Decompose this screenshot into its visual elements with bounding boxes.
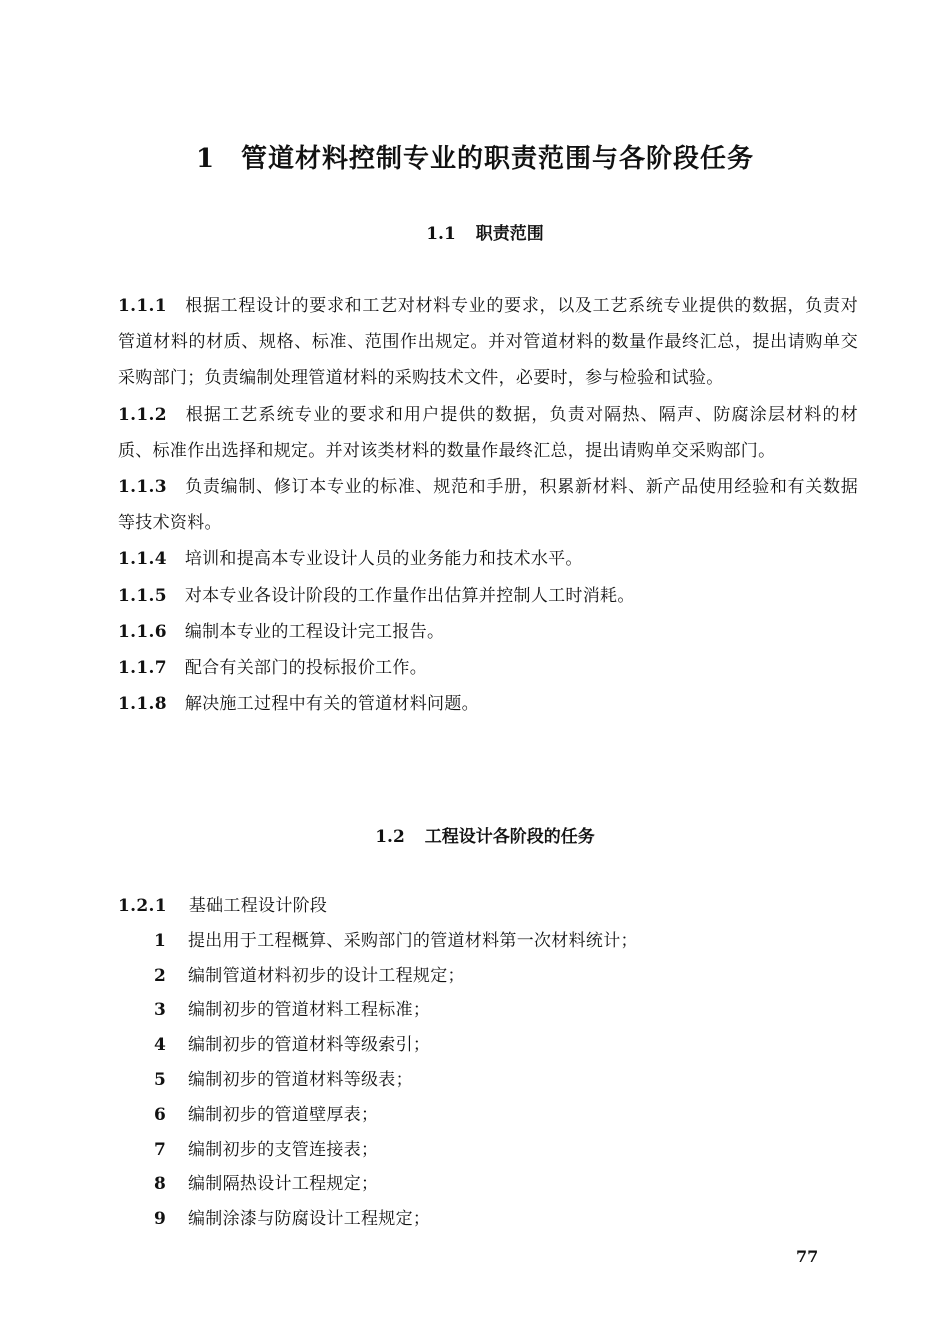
section-number: 1.2 xyxy=(375,827,405,847)
clause-number: 1.1.5 xyxy=(118,585,167,606)
clause-text: 基础工程设计阶段 xyxy=(188,896,328,916)
section-title-text: 工程设计各阶段的任务 xyxy=(424,827,595,847)
item-number: 7 xyxy=(154,1139,167,1160)
item-text: 编制初步的管道材料工程标准； xyxy=(188,1000,431,1021)
clause-text: 解决施工过程中有关的管道材料问题。 xyxy=(184,694,479,715)
clause-text: 配合有关部门的投标报价工作。 xyxy=(184,658,428,679)
clause-1-1-6 xyxy=(118,614,858,650)
clause-1-1-7 xyxy=(118,650,858,686)
list-item xyxy=(118,1202,858,1237)
item-text: 编制初步的支管连接表； xyxy=(188,1139,379,1160)
page-number: 77 xyxy=(796,1247,819,1266)
list-item xyxy=(118,993,858,1028)
clause-number: 1.1.8 xyxy=(118,694,167,715)
clause-number: 1.1.6 xyxy=(118,621,167,642)
clause-number: 1.1.2 xyxy=(118,404,167,425)
clause-text: 对本专业各设计阶段的工作量作出估算并控制人工时消耗。 xyxy=(184,585,635,606)
item-number: 5 xyxy=(154,1069,167,1090)
clause-number: 1.1.7 xyxy=(118,658,167,679)
item-text: 编制初步的管道材料等级表； xyxy=(188,1069,413,1090)
clause-1-1-2 xyxy=(118,397,858,469)
clause-1-1-5 xyxy=(118,578,858,614)
clause-1-1-3 xyxy=(118,469,858,541)
clause-number: 1.1.3 xyxy=(118,477,167,498)
section-title-text: 职责范围 xyxy=(475,224,544,244)
item-text: 编制隔热设计工程规定； xyxy=(188,1174,379,1195)
clause-number: 1.1.1 xyxy=(118,296,167,316)
section-title-1-1 xyxy=(0,222,950,246)
list-item xyxy=(118,1063,858,1098)
section-number: 1.1 xyxy=(426,224,456,244)
clause-1-1-8 xyxy=(118,686,858,722)
item-number: 1 xyxy=(154,930,167,951)
subitem-list xyxy=(118,924,858,1237)
item-number: 4 xyxy=(154,1035,167,1056)
clause-text: 根据工程设计的要求和工艺对材料专业的要求，以及工艺系统专业提供的数据，负责对管道材料的材质、规格、标准、范围作出规定。并对管道材料的数量作最终汇总，提出请购单交采购部门；负责编制处理管道材料的采购技术文件，必要时，参与检验和试验。 xyxy=(118,296,858,389)
list-item xyxy=(118,924,858,959)
section-1-1-clauses xyxy=(118,288,858,722)
list-item xyxy=(118,1028,858,1063)
list-item xyxy=(118,1167,858,1202)
clause-1-1-4 xyxy=(118,541,858,577)
list-item xyxy=(118,1133,858,1168)
clause-text: 编制本专业的工程设计完工报告。 xyxy=(184,621,445,642)
item-number: 3 xyxy=(154,1000,167,1021)
item-text: 编制涂漆与防腐设计工程规定； xyxy=(188,1209,431,1230)
clause-text: 根据工艺系统专业的要求和用户提供的数据，负责对隔热、隔声、防腐涂层材料的材质、标准作出选择和规定。并对该类材料的数量作最终汇总，提出请购单交采购部门。 xyxy=(118,404,858,461)
clause-text: 培训和提高本专业设计人员的业务能力和技术水平。 xyxy=(184,549,583,570)
clause-1-1-1 xyxy=(118,288,858,397)
clause-text: 负责编制、修订本专业的标准、规范和手册，积累新材料、新产品使用经验和有关数据等技术资料。 xyxy=(118,477,858,534)
section-title-1-2 xyxy=(0,825,950,849)
section-1-2-clauses xyxy=(118,889,858,1237)
clause-number: 1.2.1 xyxy=(118,896,167,916)
item-number: 9 xyxy=(154,1209,167,1230)
list-item xyxy=(118,959,858,994)
list-item xyxy=(118,1098,858,1133)
item-text: 提出用于工程概算、采购部门的管道材料第一次材料统计； xyxy=(188,930,638,951)
item-number: 8 xyxy=(154,1174,167,1195)
clause-number: 1.1.4 xyxy=(118,549,167,570)
item-text: 编制初步的管道壁厚表； xyxy=(188,1104,379,1125)
chapter-title xyxy=(0,142,950,176)
chapter-title-text: 管道材料控制专业的职责范围与各阶段任务 xyxy=(241,144,755,174)
item-number: 2 xyxy=(154,965,167,986)
item-number: 6 xyxy=(154,1104,167,1125)
chapter-number: 1 xyxy=(195,144,216,174)
item-text: 编制管道材料初步的设计工程规定； xyxy=(188,965,465,986)
item-text: 编制初步的管道材料等级索引； xyxy=(188,1035,431,1056)
clause-1-2-1 xyxy=(118,889,858,924)
